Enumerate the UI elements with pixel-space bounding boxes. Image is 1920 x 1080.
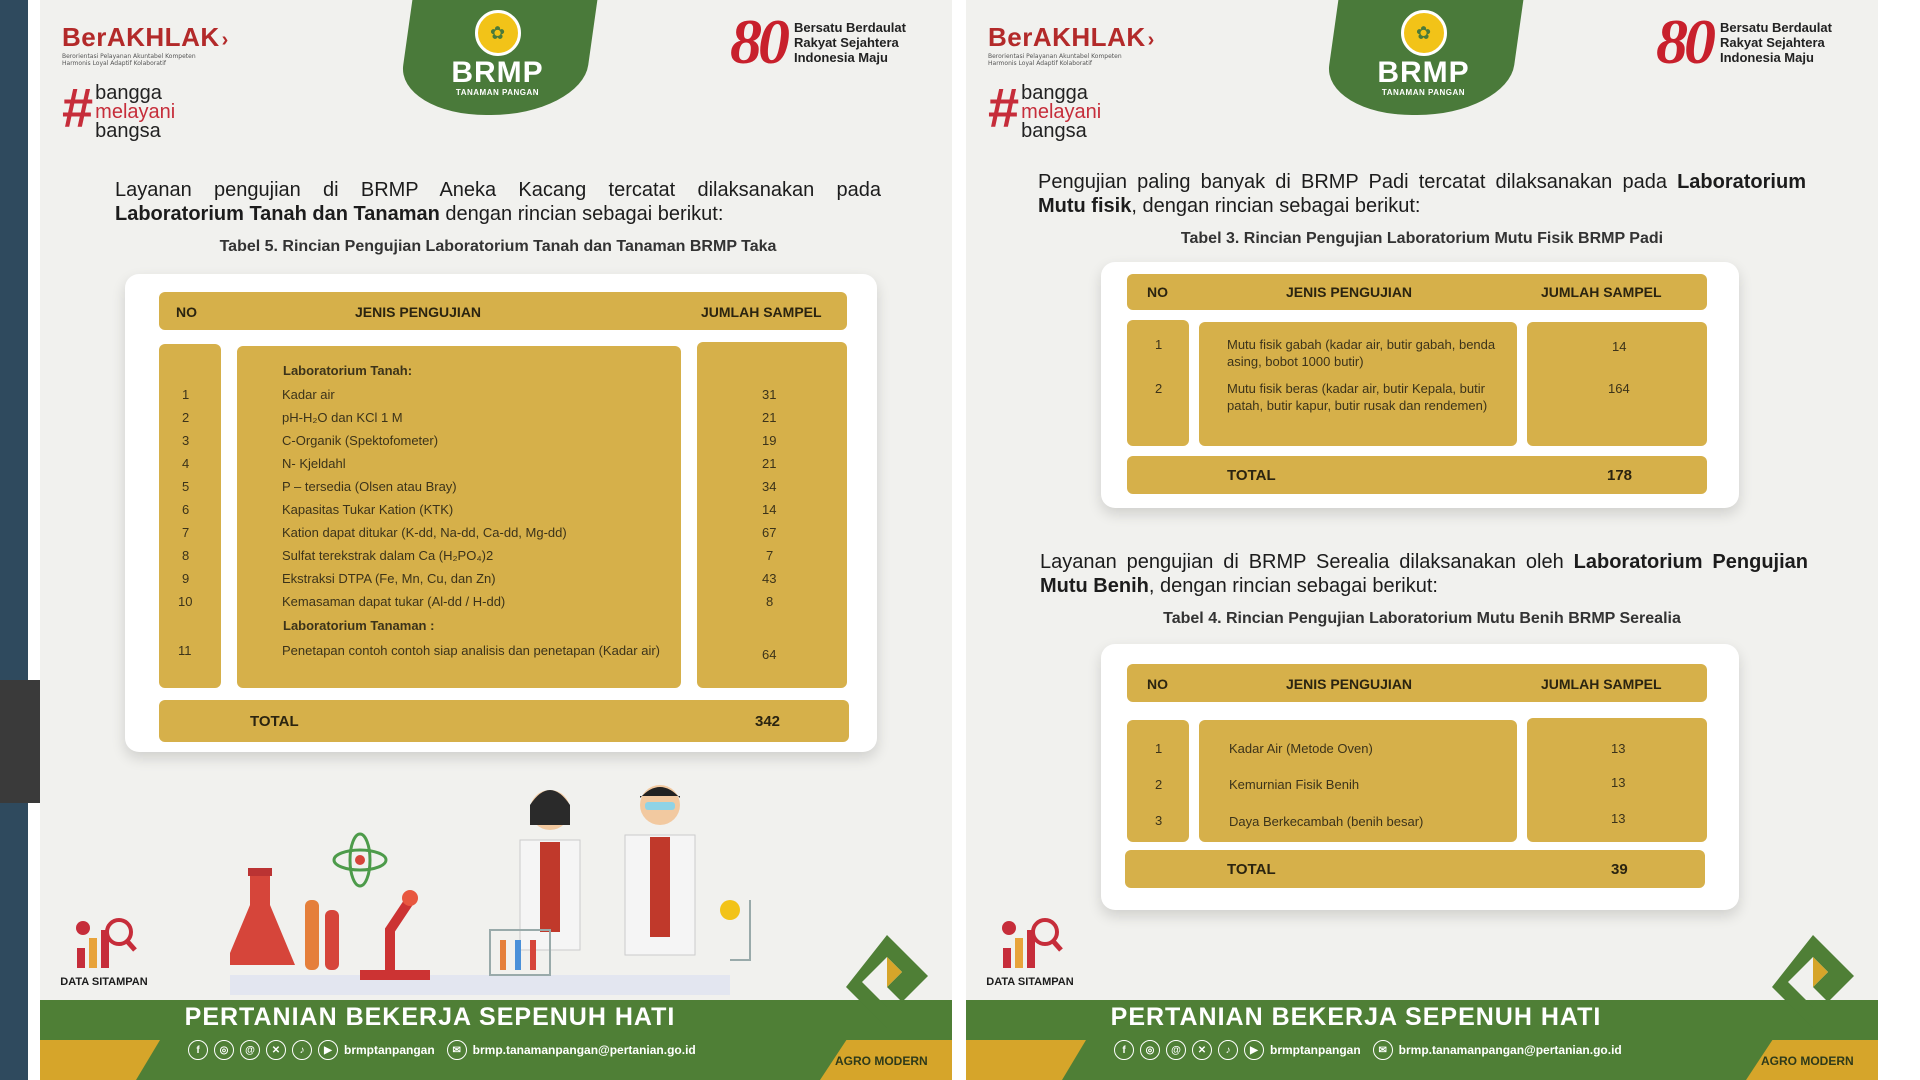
table-4-total-value: 39 (1611, 861, 1628, 878)
row-3-jenis: C-Organik (Spektofometer) (282, 433, 439, 448)
row-5-no: 5 (182, 479, 190, 494)
table-4-caption: Tabel 4. Rincian Pengujian Laboratorium Mutu Benih BRMP Serealia (1163, 610, 1681, 627)
berakhlak-subtitle: Berorientasi Pelayanan Akuntabel Kompeten Harmonis Loyal Adaptif Kolaboratif (988, 53, 1122, 67)
row-4-no: 4 (182, 456, 190, 471)
table-4-header-jenis: JENIS PENGUJIAN (1286, 676, 1413, 692)
chevron-icon: › (221, 29, 229, 51)
facebook-icon[interactable]: f (188, 1040, 208, 1060)
data-sitampan-chart-icon (995, 910, 1065, 972)
row-1-jenis: Kadar air (282, 387, 335, 402)
row-10-no: 10 (178, 594, 193, 609)
table-4-total-label: TOTAL (1227, 861, 1276, 878)
row-1-jumlah: 31 (762, 387, 777, 402)
eighty-number: 80 (1656, 6, 1712, 77)
table-4-row-2-no: 2 (1155, 777, 1163, 792)
row-9-no: 9 (182, 571, 190, 586)
bangga-word-1: bangga (1021, 82, 1088, 104)
table-4-header-no: NO (1147, 676, 1168, 692)
brmp-emblem-icon: ✿ (475, 10, 521, 56)
berakhlak-logo (62, 22, 229, 67)
facebook-icon[interactable]: f (1114, 1040, 1134, 1060)
data-sitampan-chart-icon (69, 910, 139, 972)
email-address[interactable]: brmp.tanamanpangan@pertanian.go.id (1398, 1043, 1622, 1057)
bangga-word-3: bangsa (1021, 120, 1087, 142)
row-9-jenis: Ekstraksi DTPA (Fe, Mn, Cu, dan Zn) (282, 571, 496, 586)
microscope-icon (360, 890, 430, 980)
berakhlak-title: BerAKHLAK (62, 22, 220, 52)
table-3-header-jenis: JENIS PENGUJIAN (1286, 284, 1413, 300)
table-3-total-label: TOTAL (1227, 467, 1276, 484)
total-label: TOTAL (250, 713, 299, 730)
row-8-jenis: Sulfat terekstrak dalam Ca (H₂PO₄)2 (282, 548, 494, 563)
table-3-row-1-jumlah: 14 (1612, 339, 1627, 354)
berakhlak-title: BerAKHLAK (988, 22, 1146, 52)
footer-social (188, 1040, 696, 1060)
bangga-word-2: melayani (95, 101, 176, 123)
brmp-name: BRMP (451, 56, 544, 89)
email-address[interactable]: brmp.tanamanpangan@pertanian.go.id (472, 1043, 696, 1057)
infographic-panel-left (40, 0, 952, 1080)
intro-paragraph-1: Pengujian paling banyak di BRMP Padi tercatat dilaksanakan pada Laboratorium Mutu fisik, dengan rincian sebagai berikut: (1038, 171, 1806, 217)
table-4-row-1-jumlah: 13 (1611, 741, 1626, 756)
row-3-no: 3 (182, 433, 190, 448)
table-3-header-jumlah: JUMLAH SAMPEL (1541, 284, 1662, 300)
eighty-line-2: Rakyat Sejahtera (1720, 34, 1825, 50)
eighty-anniversary-logo (730, 6, 906, 77)
no-column (159, 344, 221, 688)
agro-modern-label: AGRO MODERN (835, 1054, 928, 1068)
bangga-word-3: bangsa (95, 120, 161, 142)
row-7-no: 7 (182, 525, 190, 540)
table-3-row-2-no: 2 (1155, 381, 1163, 396)
hashtag-icon: # (988, 76, 1020, 139)
atom-icon (334, 834, 386, 886)
row-6-jumlah: 14 (762, 502, 777, 517)
row-11-jenis: Penetapan contoh contoh siap analisis dan penetapan (Kadar air) (282, 643, 660, 658)
hashtag-icon: # (62, 76, 94, 139)
row-10-jenis: Kemasaman dapat tukar (Al-dd / H-dd) (282, 594, 506, 609)
table-4-row-2-jumlah: 13 (1611, 775, 1626, 790)
footer-slogan: PERTANIAN BEKERJA SEPENUH HATI (1110, 1003, 1602, 1031)
scientist-male-icon (625, 785, 695, 955)
instagram-icon[interactable]: ◎ (1140, 1040, 1160, 1060)
threads-icon[interactable]: @ (1166, 1040, 1186, 1060)
row-2-jumlah: 21 (762, 410, 777, 425)
flask-icon (230, 868, 295, 965)
row-7-jenis: Kation dapat ditukar (K-dd, Na-dd, Ca-dd, Mg-dd) (282, 525, 567, 540)
test-tube-icon (305, 900, 339, 970)
table-4-row-3-jumlah: 13 (1611, 811, 1626, 826)
table-4-row-2-jenis: Kemurnian Fisik Benih (1229, 777, 1360, 792)
x-icon[interactable]: ✕ (1192, 1040, 1212, 1060)
table-4-row-3-jenis: Daya Berkecambah (benih besar) (1229, 814, 1424, 829)
table-3-row-1-no: 1 (1155, 337, 1163, 352)
bangga-word-1: bangga (95, 82, 162, 104)
left-edge-tab[interactable] (0, 680, 40, 803)
lab-illustration (230, 780, 840, 1000)
row-9-jumlah: 43 (762, 571, 777, 586)
footer-social (1114, 1040, 1622, 1060)
berakhlak-logo (988, 22, 1155, 67)
row-1-no: 1 (182, 387, 190, 402)
intro-paragraph: Layanan pengujian di BRMP Aneka Kacang tercatat dilaksanakan pada Laboratorium Tanah dan Tanaman dengan rincian sebagai berikut: (115, 179, 881, 225)
header-jumlah: JUMLAH SAMPEL (701, 304, 822, 320)
brmp-logo (1331, 0, 1516, 115)
row-6-no: 6 (182, 502, 190, 517)
row-2-no: 2 (182, 410, 190, 425)
data-sitampan-label: DATA SITAMPAN (986, 976, 1074, 988)
email-icon: ✉ (1373, 1040, 1393, 1060)
eighty-line-3: Indonesia Maju (1720, 49, 1814, 65)
row-4-jenis: N- Kjeldahl (282, 456, 346, 471)
x-icon[interactable]: ✕ (266, 1040, 286, 1060)
table-3-total-value: 178 (1607, 467, 1633, 484)
youtube-icon[interactable]: ▶ (1244, 1040, 1264, 1060)
eighty-line-1: Bersatu Berdaulat (1720, 19, 1832, 35)
eighty-line-3: Indonesia Maju (794, 49, 888, 65)
data-sitampan-logo (980, 910, 1080, 988)
table-3-row-1-jenis: Mutu fisik gabah (kadar air, butir gabah, benda asing, bobot 1000 butir) (1227, 337, 1496, 369)
brmp-subtitle: TANAMAN PANGAN (455, 88, 540, 97)
table-3-row-2-jumlah: 164 (1608, 381, 1630, 396)
row-6-jenis: Kapasitas Tukar Kation (KTK) (282, 502, 454, 517)
infographic-panel-right (966, 0, 1878, 1080)
row-8-no: 8 (182, 548, 190, 563)
data-sitampan-logo (54, 910, 154, 988)
bangga-melayani-bangsa-logo (988, 76, 1102, 142)
intro-paragraph-2: Layanan pengujian di BRMP Serealia dilaksanakan oleh Laboratorium Pengujian Mutu Benih, dengan rincian sebagai berikut: (1040, 551, 1808, 597)
row-4-jumlah: 21 (762, 456, 777, 471)
left-edge-strip (0, 0, 28, 1080)
table-3-row-2-jenis: Mutu fisik beras (kadar air, butir Kepala, butir patah, butir kapur, butir rusak dan rendemen) (1227, 381, 1488, 413)
berakhlak-subtitle: Berorientasi Pelayanan Akuntabel Kompeten Harmonis Loyal Adaptif Kolaboratif (62, 53, 196, 67)
row-5-jumlah: 34 (762, 479, 777, 494)
agro-modern-label: AGRO MODERN (1761, 1054, 1854, 1068)
total-value: 342 (755, 713, 781, 730)
lab-bench (230, 975, 730, 995)
table-3-card (1101, 262, 1739, 508)
row-5-jenis: P – tersedia (Olsen atau Bray) (282, 479, 457, 494)
brmp-name: BRMP (1377, 56, 1470, 89)
row-11-no: 11 (178, 643, 192, 658)
youtube-icon[interactable]: ▶ (318, 1040, 338, 1060)
section-tanah: Laboratorium Tanah: (283, 363, 413, 378)
bangga-melayani-bangsa-logo (62, 76, 176, 142)
chevron-icon: › (1147, 29, 1155, 51)
table-4-row-3-no: 3 (1155, 813, 1163, 828)
header-no: NO (176, 304, 197, 320)
header-jenis: JENIS PENGUJIAN (355, 304, 482, 320)
row-2-jenis: pH-H₂O dan KCl 1 M (282, 410, 403, 425)
email-icon: ✉ (447, 1040, 467, 1060)
footer-slogan: PERTANIAN BEKERJA SEPENUH HATI (184, 1003, 676, 1031)
table-card (125, 274, 877, 752)
agro-modern-logo (840, 930, 935, 1030)
brmp-subtitle: TANAMAN PANGAN (1381, 88, 1466, 97)
table-4-header-jumlah: JUMLAH SAMPEL (1541, 676, 1662, 692)
table-4-card (1101, 644, 1739, 910)
row-8-jumlah: 7 (766, 548, 774, 563)
eighty-line-2: Rakyat Sejahtera (794, 34, 899, 50)
social-handle[interactable]: brmptanpangan (1270, 1043, 1361, 1057)
brmp-emblem-icon: ✿ (1401, 10, 1447, 56)
tiktok-icon[interactable]: ♪ (292, 1040, 312, 1060)
table-4-row-1-no: 1 (1155, 741, 1163, 756)
scientist-female-icon (520, 790, 580, 950)
section-tanaman: Laboratorium Tanaman : (283, 618, 435, 633)
row-7-jumlah: 67 (762, 525, 777, 540)
brmp-logo (405, 0, 590, 115)
eighty-anniversary-logo (1656, 6, 1832, 77)
table-3-caption: Tabel 3. Rincian Pengujian Laboratorium Mutu Fisik BRMP Padi (1180, 230, 1664, 247)
agro-modern-logo (1766, 930, 1861, 1030)
threads-icon[interactable]: @ (240, 1040, 260, 1060)
row-3-jumlah: 19 (762, 433, 777, 448)
eighty-number: 80 (730, 6, 786, 77)
eighty-line-1: Bersatu Berdaulat (794, 19, 906, 35)
tiktok-icon[interactable]: ♪ (1218, 1040, 1238, 1060)
table-caption: Tabel 5. Rincian Pengujian Laboratorium Tanah dan Tanaman BRMP Taka (219, 238, 777, 255)
instagram-icon[interactable]: ◎ (214, 1040, 234, 1060)
row-11-jumlah: 64 (762, 647, 777, 662)
table-4-row-1-jenis: Kadar Air (Metode Oven) (1229, 741, 1373, 756)
data-sitampan-label: DATA SITAMPAN (60, 976, 148, 988)
social-handle[interactable]: brmptanpangan (344, 1043, 435, 1057)
row-10-jumlah: 8 (766, 594, 774, 609)
table-3-header-no: NO (1147, 284, 1168, 300)
bangga-word-2: melayani (1021, 101, 1102, 123)
